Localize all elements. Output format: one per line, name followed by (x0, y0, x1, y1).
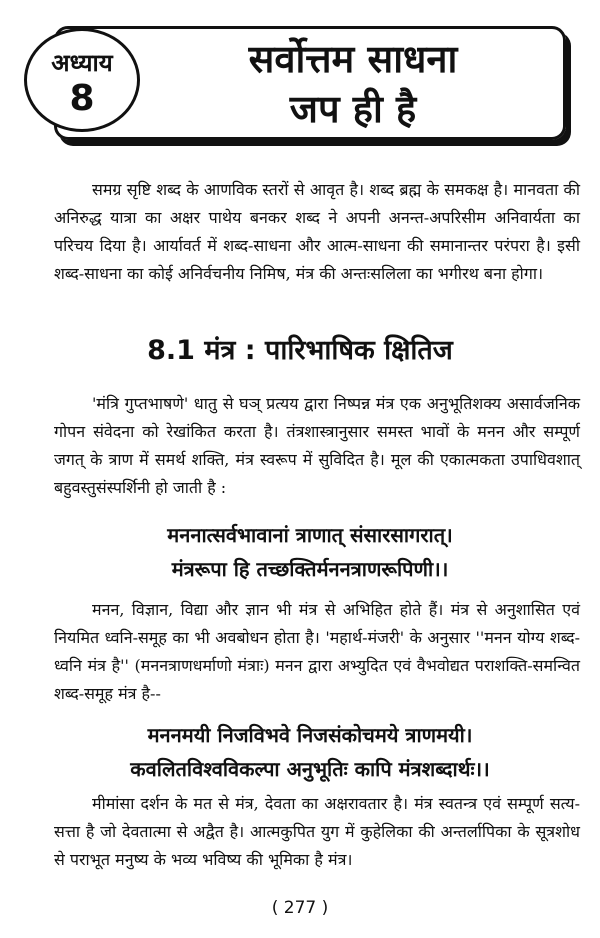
paragraph-2-text: 'मंत्रि गुप्तभाषणे' धातु से घञ् प्रत्यय द्वारा निष्पन्न मंत्र एक अनुभूतिशक्य असार्वजनिक गोपन संवेदना को रेखांकित करता है। तंत्रशास्त्रानुसार समस्त भावों के मनन और सम्पूर्ण जगत् के त्राण में समर्थ शक्ति, मंत्र स्वरूप में सुविदित है। मूल की एकात्मकता उपाधिवशात् बहुवस्तुसंस्पर्शिनी हो जाती है : (54, 394, 580, 497)
verse-2-line-1: मननमयी निजविभवे निजसंकोचमये त्राणमयी। (147, 723, 473, 747)
verse-1-line-1: मननात्सर्वभावानां त्राणात् संसारसागरात्। (167, 523, 453, 547)
paragraph-3 (54, 596, 580, 708)
paragraph-3-text: मनन, विज्ञान, विद्या और ज्ञान भी मंत्र से अभिहित होते हैं। मंत्र से अनुशासित एवं नियमित ध्वनि-समूह का भी अवबोधन होता है। 'महार्थ-मंजरी' के अनुसार ''मनन योग्य शब्द-ध्वनि मंत्र है'' (मननत्राणधर्माणो मंत्राः) मनन द्वारा अभ्युदित एवं वैभवोद्यत पराशक्ति-समन्वित शब्द-समूह मंत्र है-- (54, 600, 580, 703)
paragraph-2 (54, 390, 580, 502)
paragraph-4 (54, 790, 580, 874)
chapter-title-line-1: सर्वोत्तम साधना (248, 37, 458, 81)
chapter-label: अध्याय (51, 49, 113, 77)
chapter-badge (24, 28, 140, 132)
verse-2-line-2: कवलितविश्वविकल्पा अनुभूतिः कापि मंत्रशब्दार्थः।। (130, 757, 490, 781)
verse-1 (40, 518, 580, 586)
verse-1-line-2: मंत्ररूपा हि तच्छक्तिर्मननत्राणरूपिणी।। (171, 557, 449, 581)
intro-paragraph-text: समग्र सृष्टि शब्द के आणविक स्तरों से आवृत है। शब्द ब्रह्म के समकक्ष है। मानवता की अनिरुद्ध यात्रा का अक्षर पाथेय बनकर शब्द ने अपनी अनन्त-अपरिसीम अनिवार्यता का परिचय दिया है। आर्यावर्त में शब्द-साधना और आत्म-साधना की समानान्तर परंपरा है। इसी शब्द-साधना का कोई अनिर्वचनीय निमिष, मंत्र की अन्तःसलिला का भगीरथ बना होगा। (54, 180, 580, 283)
section-heading: 8.1 मंत्र : पारिभाषिक क्षितिज (147, 335, 453, 366)
intro-paragraph (54, 176, 580, 288)
page-number: ( 277 ) (271, 898, 329, 918)
chapter-title-line-2: जप ही है (289, 87, 417, 131)
chapter-title (150, 34, 556, 134)
chapter-number: 8 (69, 78, 95, 119)
paragraph-4-text: मीमांसा दर्शन के मत से मंत्र, देवता का अक्षरावतार है। मंत्र स्वतन्त्र एवं सम्पूर्ण सत्य-सत्ता है जो देवतात्मा से अद्वैत है। आत्मकुपित युग में कुहेलिका की अन्तर्लापिका के सूत्रशोध से पराभूत मनुष्य के भव्य भविष्य की भूमिका है मंत्र। (54, 794, 580, 869)
verse-2 (40, 718, 580, 786)
